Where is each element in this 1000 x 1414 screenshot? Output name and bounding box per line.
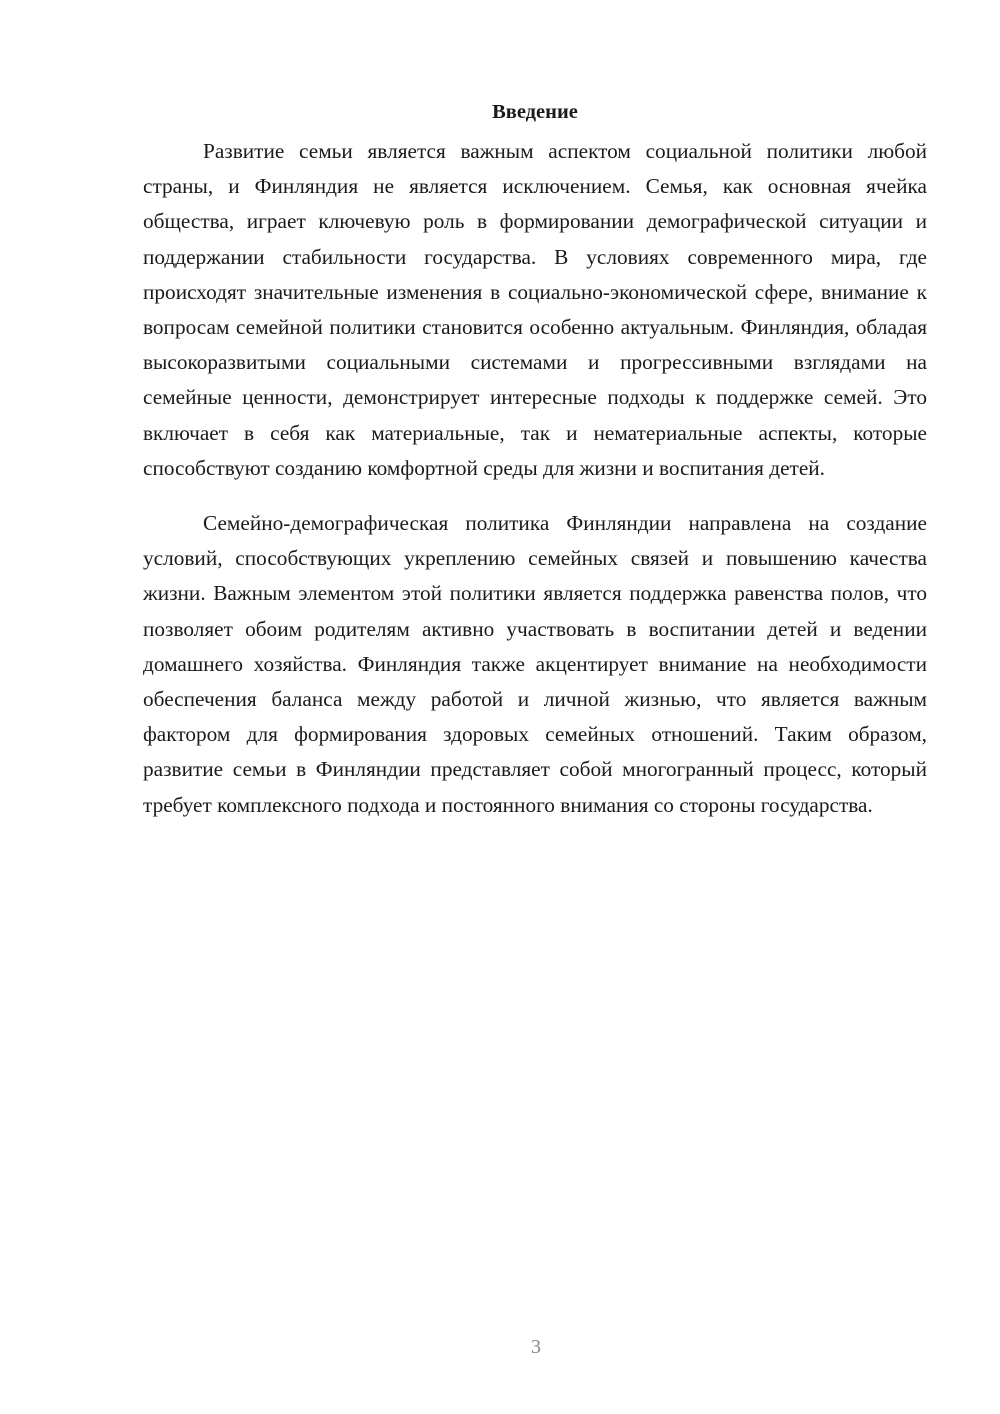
paragraph-intro: Развитие семьи является важным аспектом социальной политики любой страны, и Финляндия не является исключением. Семья, как основная ячейка общества, играет ключевую роль в формировании демографической ситуации и поддержании стабильности государства. В условиях современного мира, где происходят значительные изменения в социально-экономической сфере, внимание к вопросам семейной политики становится особенно актуальным. Финляндия, обладая высокоразвитыми социальными системами и прогрессивными взглядами на семейные ценности, демонстрирует интересные подходы к поддержке семей. Это включает в себя как материальные, так и нематериальные аспекты, которые способствуют созданию комфортной среды для жизни и воспитания детей.: [143, 139, 927, 480]
page-number: 3: [531, 1336, 541, 1358]
paragraph-policy: Семейно-демографическая политика Финляндии направлена на создание условий, способствующих укреплению семейных связей и повышению качества жизни. Важным элементом этой политики является поддержка равенства полов, что позволяет обоим родителям активно участвовать в воспитании детей и ведении домашнего хозяйства. Финляндия также акцентирует внимание на необходимости обеспечения баланса между работой и личной жизнью, что является важным фактором для формирования здоровых семейных отношений. Таким образом, развитие семьи в Финляндии представляет собой многогранный процесс, который требует комплексного подхода и постоянного внимания со стороны государства.: [143, 511, 927, 817]
page-content: [143, 96, 927, 823]
section-heading: Введение: [492, 101, 578, 123]
